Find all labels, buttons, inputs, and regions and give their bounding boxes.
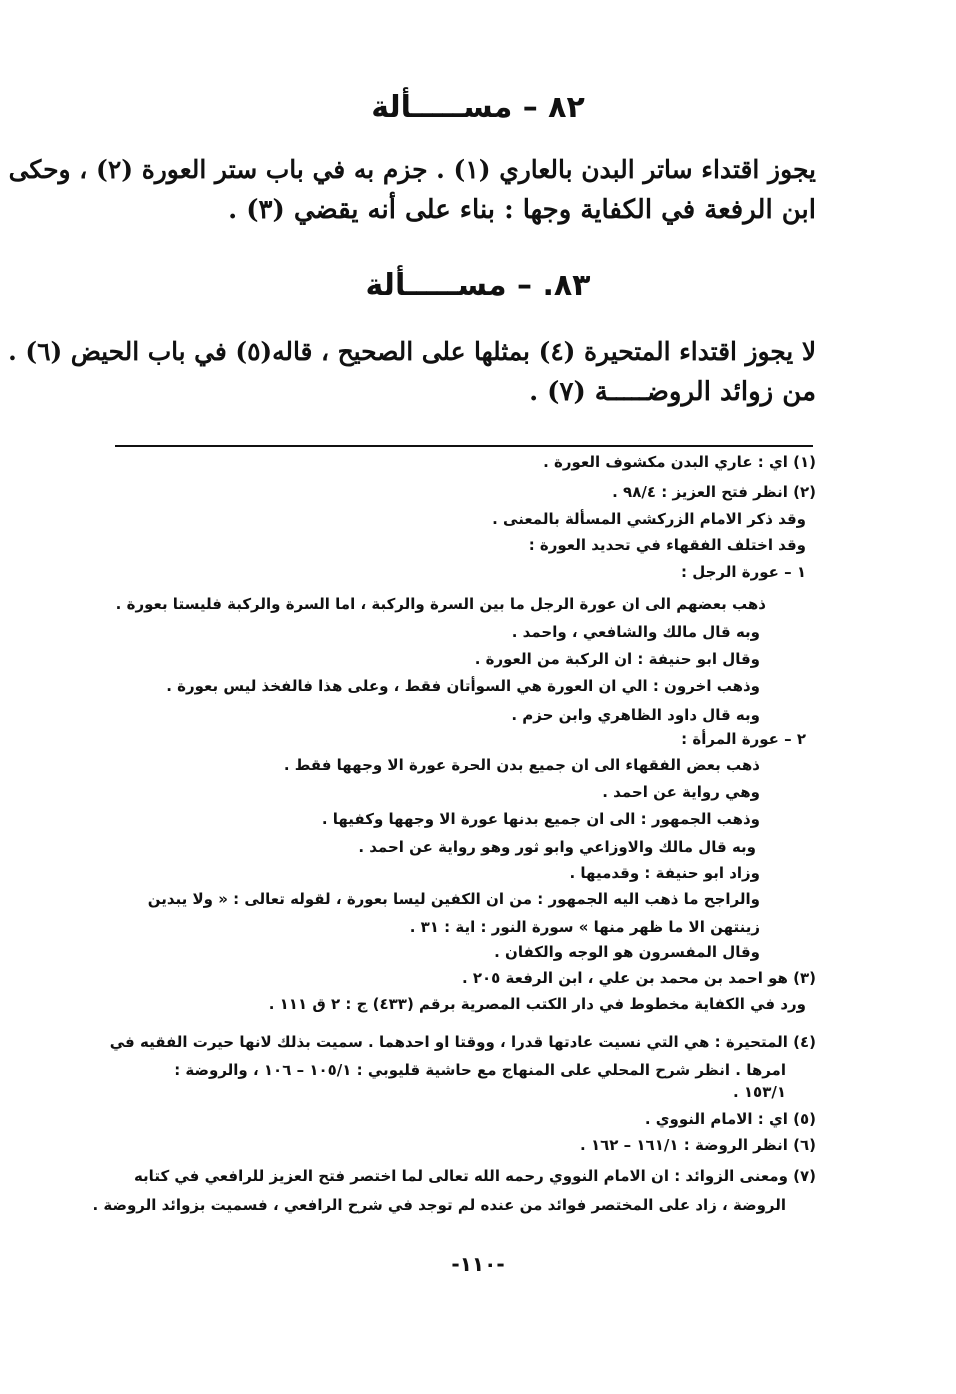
- footnote-line: وذهب اخرون : الي ان العورة هي السوأتان فقط ، وعلى هذا فالفخذ ليس بعورة .: [166, 677, 760, 695]
- footnote-line: (٥) اي : الامام النووي .: [644, 1110, 816, 1128]
- footnote-line: ٢ – عورة المرأة :: [681, 730, 806, 748]
- footnote-line: وقد ذكر الامام الزركشي المسألة بالمعنى .: [492, 510, 806, 528]
- footnote-line: الروضة ، زاد على المختصر فوائد من عنده لم توجد في شرح الرافعي ، فسميت بزوائد الروضة .: [92, 1196, 786, 1214]
- footnote-line: (٣) هو احمد بن محمد بن علي ، ابن الرفعة ٢٠٥ .: [461, 969, 816, 987]
- footnote-line: ١٥٣/١ .: [732, 1083, 786, 1101]
- issue-82-text-line-1: يجوز اقتداء ساتر البدن بالعاري (١) . جزم به في باب ستر العورة (٢) ، وحكى: [8, 155, 816, 184]
- footnote-line: زينتهن الا ما ظهر منها » سورة النور : اية : ٣١ .: [409, 918, 760, 936]
- footnote-line: وذهب الجمهور : الى ان جميع بدنها عورة الا وجهها وكفيها .: [321, 810, 760, 828]
- footnote-line: وهي رواية عن احمد .: [602, 783, 760, 801]
- footnote-line: (٦) انظر الروضة : ١٦١/١ – ١٦٢ .: [580, 1136, 816, 1154]
- issue-83-text-line-1: لا يجوز اقتداء المتحيرة (٤) بمثلها على الصحيح ، قاله(٥) في باب الحيض (٦) .: [8, 337, 816, 366]
- footnote-line: امرها . انظر شرح المحلي على المنهاج مع حاشية قليوبي : ١٠٥/١ – ١٠٦ ، والروضة :: [174, 1061, 786, 1079]
- footnote-line: وقال ابو حنيفة : ان الركبة من العورة .: [474, 650, 760, 668]
- footnote-line: ورد في الكفاية مخطوط في دار الكتب المصرية برقم (٤٣٣) ج : ٢ ق ١١١ .: [268, 995, 806, 1013]
- footnote-line: وقد اختلف الفقهاء في تحديد العورة :: [528, 536, 806, 554]
- footnote-line: والراجح ما ذهب اليه الجمهور : من ان الكفين ليسا بعورة ، لقوله تعالى : « ولا يبدين: [147, 890, 760, 908]
- footnote-line: وبه قال داود الظاهري وابن حزم .: [511, 706, 760, 724]
- footnote-line: ذهب بعضهم الى ان عورة الرجل ما بين السرة والركبة ، اما السرة والركبة فليستا بعورة .: [115, 595, 766, 613]
- issue-83-text-line-2: من زوائد الروضـــــة (٧) .: [529, 377, 816, 407]
- footnote-line: وزاد ابو حنيفة : وقدميها .: [569, 864, 760, 882]
- footnote-line: ١ – عورة الرجل :: [681, 563, 806, 581]
- footnote-line: (٢) انظر فتح العزيز : ٩٨/٤ .: [612, 483, 816, 501]
- issue-82-heading: ٨٢ – مســـــألة: [371, 90, 585, 125]
- footnote-line: وبه قال مالك والشافعي ، واحمد .: [511, 623, 760, 641]
- footnote-line: (٤) المتحيرة : هي التي نسيت عادتها قدرا ، ووقتا او احدهما . سميت بذلك لانها حيرت الفقيه في: [109, 1033, 816, 1051]
- issue-82-text-line-2: ابن الرفعة في الكفاية وجها : بناء على أنه يقضي (٣) .: [228, 195, 816, 225]
- footnote-line: (٧) ومعنى الزوائد : ان الامام النووي رحمه الله تعالى لما اختصر فتح العزيز للرافعي في كتابه: [133, 1167, 816, 1185]
- page-number: -١١٠-: [451, 1252, 505, 1276]
- issue-83-heading: ٨٣. – مســـــألة: [365, 268, 591, 303]
- footnote-line: وبه قال مالك والاوزاعي وابو ثور وهو رواية عن احمد .: [358, 838, 756, 856]
- footnote-line: وقال المفسرون هو الوجه والكفان .: [494, 943, 760, 961]
- footnote-line: ذهب بعض الفقهاء الى ان جميع بدن الحرة عورة الا وجهها فقط .: [283, 756, 760, 774]
- footnote-separator: [115, 445, 813, 447]
- footnote-line: (١) اي : عاري البدن مكشوف العورة .: [543, 453, 816, 471]
